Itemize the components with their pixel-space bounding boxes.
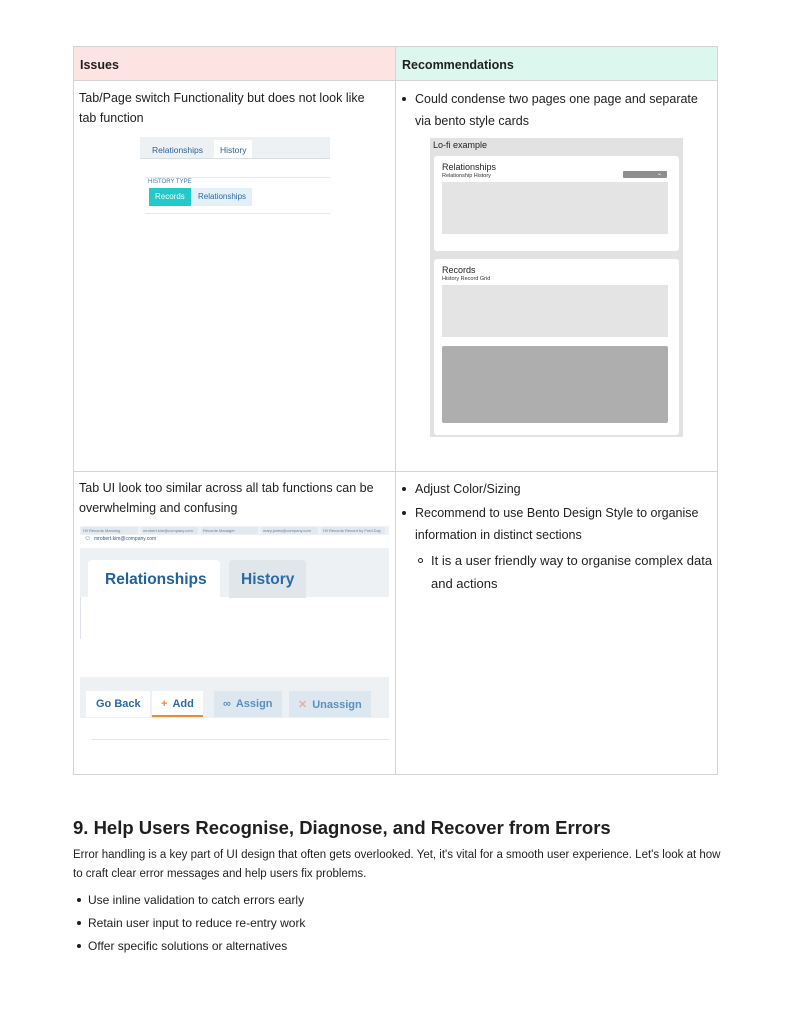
row2-issue-text: Tab UI look too similar across all tab functions can be overwhelming and confusing	[79, 481, 374, 515]
big-tab-relationships: Relationships	[88, 560, 220, 598]
column-divider	[395, 47, 396, 774]
list-item: Use inline validation to catch errors early	[88, 891, 304, 909]
tab-ui-screenshot	[80, 526, 389, 743]
lofi-card2-subtitle: History Record Grid	[442, 276, 491, 282]
section-intro: Error handling is a key part of UI design that often gets overlooked. Yet, it's vital for a smooth user experience. Let's look at how to craft clear error messages and help users fix problems.	[73, 849, 721, 880]
section-title: 9. Help Users Recognise, Diagnose, and Recover from Errors	[73, 817, 611, 838]
plus-icon: +	[161, 698, 168, 710]
big-tab-bar	[80, 552, 389, 597]
link-icon: ∞	[223, 698, 231, 710]
lofi-dropdown	[623, 171, 667, 178]
row2-recommendation-2: Recommend to use Bento Design Style to organise information in distinct sections	[415, 502, 705, 546]
row2-sub-recommendation: It is a user friendly way to organise complex data and actions	[431, 549, 713, 595]
screenshot-tab-relationships: Relationships	[152, 145, 204, 155]
assign-button: ∞ Assign	[214, 691, 282, 717]
unlink-icon: ✕	[298, 699, 308, 711]
action-toolbar	[80, 685, 389, 718]
lofi-card2-title: Records	[442, 265, 476, 275]
unassign-button: ✕ Unassign	[289, 691, 371, 717]
go-back-button: Go Back	[86, 691, 150, 717]
lofi-records-grid-placeholder	[442, 285, 668, 337]
relationships-toggle: Relationships	[192, 188, 252, 206]
row2-recommendation-1: Adjust Color/Sizing	[415, 478, 705, 500]
lofi-card1-title: Relationships	[442, 162, 497, 172]
lofi-records-card	[434, 259, 679, 435]
tab-switch-screenshot	[140, 137, 330, 229]
lofi-card1-subtitle: Relationship History	[442, 173, 491, 179]
lofi-relationships-card	[434, 156, 679, 251]
screenshot-tab-history: History	[214, 140, 252, 159]
screenshot-tab-bar	[140, 137, 330, 159]
lofi-wireframe	[430, 138, 683, 437]
chevron-down-icon: ⌄	[656, 171, 662, 177]
list-item: Offer specific solutions or alternatives	[88, 937, 287, 955]
records-toggle: Records	[149, 188, 191, 206]
lofi-grid-placeholder	[442, 182, 668, 234]
user-email: mrobert.kim@company.com	[94, 536, 157, 542]
list-item: Retain user input to reduce re-entry work	[88, 914, 305, 932]
history-type-label: HISTORY TYPE	[148, 179, 192, 185]
browser-tab-strip: Hi! Records Manning mrobert.kim@company.com Records Manager mary.jones@company.com Hi! Records Record by Fred Day	[80, 526, 389, 535]
recommendations-header: Recommendations	[395, 47, 717, 81]
lofi-detail-placeholder	[442, 346, 668, 423]
user-icon: ☺	[84, 535, 92, 542]
row1-issue-text: Tab/Page switch Functionality but does not look like tab function	[79, 91, 365, 125]
row-divider	[74, 471, 717, 472]
big-tab-history: History	[229, 560, 306, 598]
add-button: + Add	[152, 691, 203, 717]
lofi-title: Lo-fi example	[433, 140, 488, 150]
row1-recommendation: Could condense two pages one page and separate via bento style cards	[415, 88, 705, 132]
issues-header: Issues	[74, 47, 395, 81]
